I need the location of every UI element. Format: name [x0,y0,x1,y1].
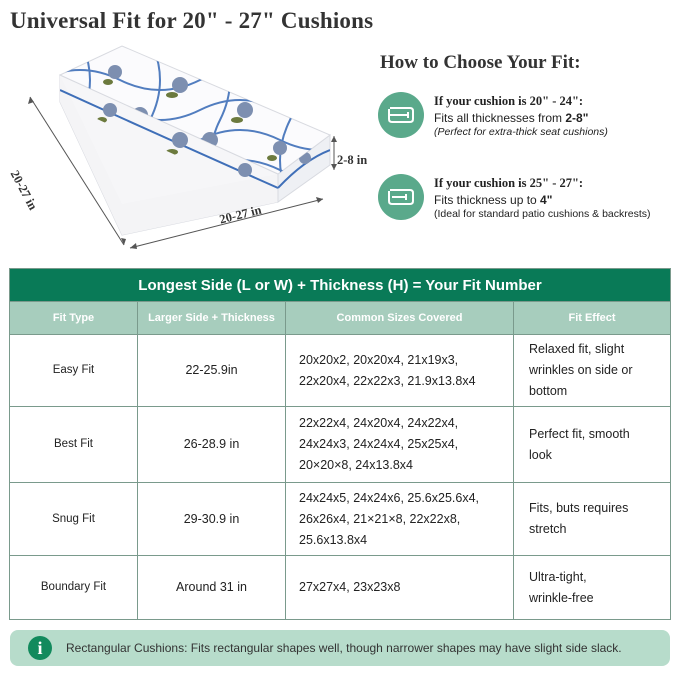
table-row [10,555,670,619]
footer-note [10,630,670,666]
dimension-label-thickness: 2-8 in [337,153,368,167]
table-row [10,334,670,406]
dimension-label-length: 20-27 in [218,202,263,227]
table-title: Longest Side (L or W) + Thickness (H) = Your Fit Number [10,269,670,301]
dimension-label-width: 20-27 in [7,168,41,213]
column-header: Fit Effect [513,302,670,334]
table-row [10,406,670,482]
fit-option-detail: Fits all thicknesses from 2-8" [434,111,589,125]
range-cell: 22-25.9in [137,335,285,406]
footer-text: Rectangular Cushions: Fits rectangular shapes well, though narrower shapes may have slight side slack. [66,641,622,655]
fit-option-heading: If your cushion is 20" - 24": [434,94,584,108]
column-header: Common Sizes Covered [285,302,513,334]
fit-type-cell: Snug Fit [52,512,95,525]
cushion-image [20,40,375,255]
standard-cushion-icon [378,174,424,220]
fit-option-heading: If your cushion is 25" - 27": [434,176,584,190]
effect-cell: Perfect fit, smooth look [513,407,670,482]
effect-cell: Relaxed fit, slight wrinkles on side or bottom [513,335,670,406]
fit-type-cell: Easy Fit [52,364,95,376]
fit-option-detail: Fits thickness up to 4" [434,193,553,207]
sizes-cell: 24x24x5, 24x24x6, 25.6x25.6x4, 26x26x4, 21×21×8, 22x22x8, 25.6x13.8x4 [285,483,513,555]
table-row [10,482,670,555]
fit-option-note: (Ideal for standard patio cushions & backrests) [434,208,651,220]
table-header-row [10,301,670,334]
fit-option-small [378,90,676,146]
column-header: Fit Type [52,311,95,324]
fit-option-note: (Perfect for extra-thick seat cushions) [434,126,608,138]
sizes-cell: 27x27x4, 23x23x8 [285,556,513,619]
range-cell: Around 31 in [137,556,285,619]
effect-cell: Ultra-tight, wrinkle-free [513,556,670,619]
info-icon: i [28,636,52,660]
range-cell: 26-28.9 in [137,407,285,482]
effect-cell: Fits, buts requires stretch [513,483,670,555]
sizes-cell: 20x20x2, 20x20x4, 21x19x3, 22x20x4, 22x22x3, 21.9x13.8x4 [285,335,513,406]
fit-option-large [378,172,676,228]
fit-type-cell: Boundary Fit [40,581,107,593]
range-cell: 29-30.9 in [137,483,285,555]
page-title: Universal Fit for 20" - 27" Cushions [10,8,374,33]
sizes-cell: 22x22x4, 24x20x4, 24x22x4, 24x24x3, 24x24x4, 25x25x4, 20×20×8, 24x13.8x4 [285,407,513,482]
fit-type-cell: Best Fit [54,438,93,450]
thick-cushion-icon [378,92,424,138]
fit-table [9,268,671,620]
column-header: Larger Side + Thickness [137,302,285,334]
fit-guide-title: How to Choose Your Fit: [380,52,581,73]
